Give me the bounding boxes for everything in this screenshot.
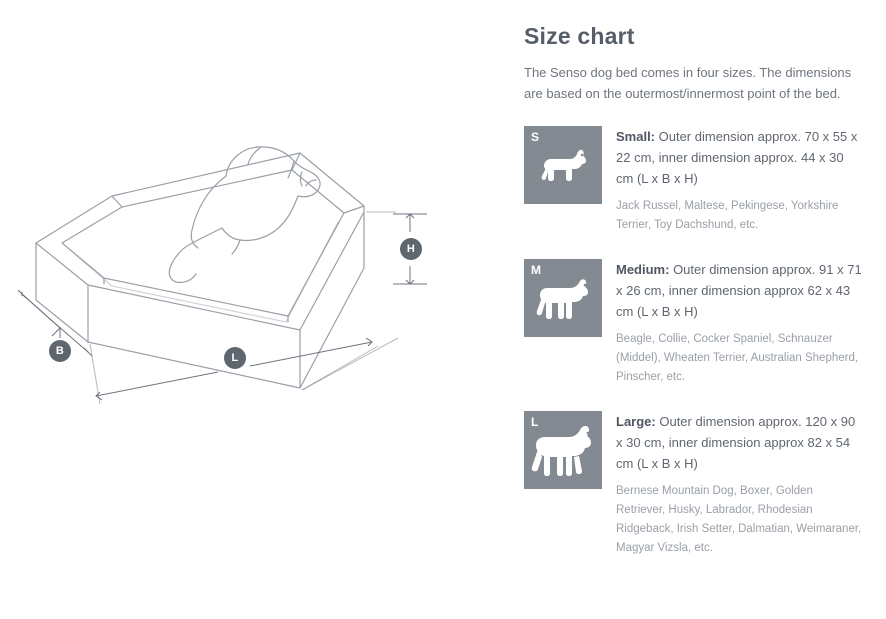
size-text-medium bbox=[616, 259, 862, 387]
intro-text: The Senso dog bed comes in four sizes. The dimensions are based on the outermost/innermost point of the bed. bbox=[524, 65, 852, 101]
size-dimensions-small bbox=[616, 126, 862, 189]
size-name-large: Large: bbox=[616, 414, 656, 429]
size-dims-medium: Outer dimension approx. 91 x 71 x 26 cm, inner dimension approx 62 x 43 cm (L x B x H) bbox=[616, 262, 862, 319]
size-row-large bbox=[524, 411, 862, 558]
dog-small-icon bbox=[524, 126, 602, 204]
size-name-medium: Medium: bbox=[616, 262, 670, 277]
size-row-small bbox=[524, 126, 862, 235]
dog-large-icon bbox=[524, 411, 602, 489]
size-name-small: Small: bbox=[616, 129, 656, 144]
size-dimensions-large bbox=[616, 411, 862, 474]
dimension-lines bbox=[18, 212, 427, 404]
size-breeds-small: Jack Russel, Maltese, Pekingese, Yorkshire Terrier, Toy Dachshund, etc. bbox=[616, 200, 839, 231]
size-dimensions-medium bbox=[616, 259, 862, 322]
size-letter-large: L bbox=[531, 415, 539, 429]
size-letter-medium: M bbox=[531, 263, 541, 277]
page-title: Size chart bbox=[524, 23, 635, 49]
dog-silhouette-medium bbox=[524, 259, 602, 337]
size-dims-large: Outer dimension approx. 120 x 90 x 30 cm, inner dimension approx 82 x 54 cm (L x B x H) bbox=[616, 414, 856, 471]
size-text-large bbox=[616, 411, 862, 558]
size-breeds-large: Bernese Mountain Dog, Boxer, Golden Retriever, Husky, Labrador, Rhodesian Ridgeback, Irish Setter, Dalmatian, Weimaraner, Magyar Vizsla, etc. bbox=[616, 485, 862, 554]
dimension-badge-width: B bbox=[49, 340, 71, 362]
dog-medium-icon bbox=[524, 259, 602, 337]
size-breeds-medium: Beagle, Collie, Cocker Spaniel, Schnauzer (Middel), Wheaten Terrier, Australian Shepherd, Pinscher, etc. bbox=[616, 333, 859, 383]
dimension-badge-length: L bbox=[224, 347, 246, 369]
size-text-small bbox=[616, 126, 862, 235]
dimension-badge-height: H bbox=[400, 238, 422, 260]
size-chart-panel bbox=[500, 0, 886, 619]
dog-silhouette-large bbox=[524, 411, 602, 489]
dog-silhouette-small bbox=[524, 126, 602, 204]
size-letter-small: S bbox=[531, 130, 540, 144]
size-row-medium bbox=[524, 259, 862, 387]
dog-in-bed-drawing bbox=[169, 147, 320, 283]
size-dims-small: Outer dimension approx. 70 x 55 x 22 cm, inner dimension approx. 44 x 30 cm (L x B x H) bbox=[616, 129, 858, 186]
